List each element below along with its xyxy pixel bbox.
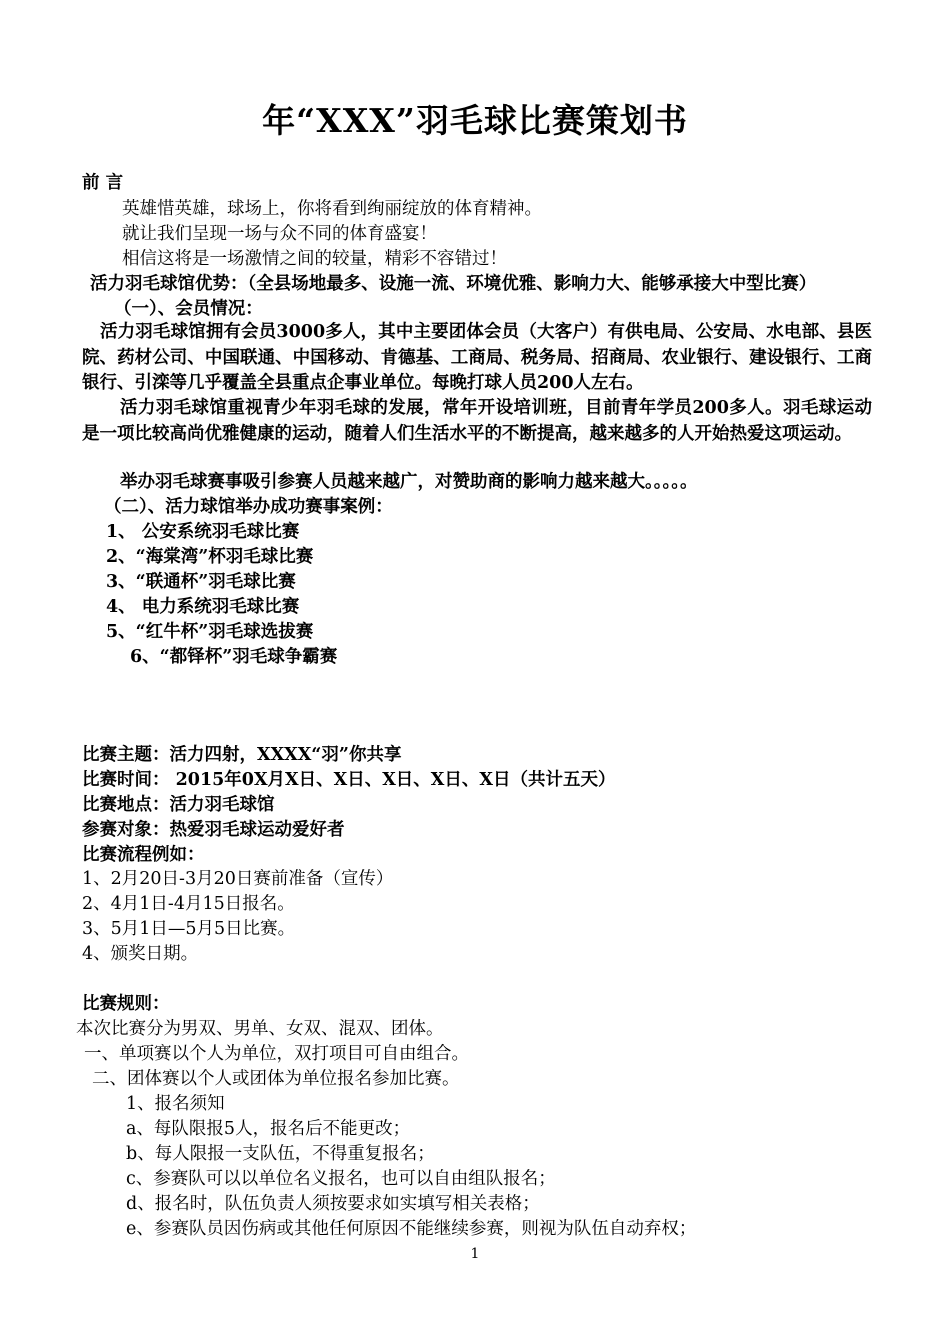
registration-item: c、参赛队可以以单位名义报名，也可以自由组队报名； xyxy=(126,1169,556,1189)
registration-item: a、每队限报5人，报名后不能更改； xyxy=(126,1119,411,1139)
process-item: 4、颁奖日期。 xyxy=(82,944,199,964)
info-theme: 比赛主题：活力四射，XXXX“羽”你共享 xyxy=(82,745,402,765)
preface-line: 相信这将是一场激情之间的较量，精彩不容错过！ xyxy=(122,249,507,269)
rules-heading: 比赛规则： xyxy=(82,994,170,1014)
document-title: 年“XXX”羽毛球比赛策划书 xyxy=(262,101,688,140)
advantages-line: 活力羽毛球馆优势：（全县场地最多、设施一流、环境优雅、影响力大、能够承接大中型比赛） xyxy=(90,274,817,294)
case-item: 5、“红牛杯”羽毛球选拔赛 xyxy=(106,622,314,642)
registration-item: e、参赛队员因伤病或其他任何原因不能继续参赛，则视为队伍自动弃权； xyxy=(126,1219,697,1239)
process-item: 2、4月1日-4月15日报名。 xyxy=(82,894,295,914)
case-item: 1、 公安系统羽毛球比赛 xyxy=(106,522,300,542)
info-time: 比赛时间： 2015年0X月X日、X日、X日、X日、X日（共计五天） xyxy=(82,770,616,790)
case-item: 3、“联通杯”羽毛球比赛 xyxy=(106,572,296,592)
case-item: 6、“都铎杯”羽毛球争霸赛 xyxy=(130,647,338,667)
registration-heading: 1、报名须知 xyxy=(126,1094,225,1114)
case-item: 2、“海棠湾”杯羽毛球比赛 xyxy=(106,547,314,567)
process-item: 1、2月20日-3月20日赛前准备（宣传） xyxy=(82,869,394,889)
rules-single: 一、单项赛以个人为单位，双打项目可自由组合。 xyxy=(84,1044,469,1064)
cases-heading: （二）、活力球馆举办成功赛事案例： xyxy=(104,497,393,517)
members-heading: （一）、会员情况： xyxy=(114,299,263,319)
process-item: 3、5月1日—5月5日比赛。 xyxy=(82,919,296,939)
registration-item: b、每人限报一支队伍，不得重复报名； xyxy=(126,1144,435,1164)
info-participants: 参赛对象：热爱羽毛球运动爱好者 xyxy=(82,820,345,840)
info-venue: 比赛地点：活力羽毛球馆 xyxy=(82,795,275,815)
sponsor-line: 举办羽毛球赛事吸引参赛人员越来越广，对赞助商的影响力越来越大。。。。。 xyxy=(120,472,698,492)
preface-heading: 前 言 xyxy=(82,173,124,193)
page-number: 1 xyxy=(470,1246,480,1262)
registration-item: d、报名时，队伍负责人须按要求如实填写相关表格； xyxy=(126,1194,540,1214)
case-item: 4、 电力系统羽毛球比赛 xyxy=(106,597,300,617)
members-paragraph: 活力羽毛球馆拥有会员3000多人，其中主要团体会员（大客户）有供电局、公安局、水电部、县医院、药材公司、中国联通、中国移动、肯德基、工商局、税务局、招商局、农业银行、建设银行、工商银行、引滦等几乎覆盖全县重点企事业单位。每晚打球人员200人左右。 xyxy=(82,322,872,393)
preface-line: 英雄惜英雄，球场上，你将看到绚丽绽放的体育精神。 xyxy=(122,199,542,219)
rules-intro: 本次比赛分为男双、男单、女双、混双、团体。 xyxy=(76,1019,444,1039)
preface-line: 就让我们呈现一场与众不同的体育盛宴！ xyxy=(122,224,437,244)
youth-paragraph: 活力羽毛球馆重视青少年羽毛球的发展，常年开设培训班，目前青年学员200多人。羽毛球运动是一项比较高尚优雅健康的运动，随着人们生活水平的不断提高，越来越多的人开始热爱这项运动。 xyxy=(82,398,872,444)
rules-team: 二、团体赛以个人或团体为单位报名参加比赛。 xyxy=(92,1069,460,1089)
process-heading: 比赛流程例如： xyxy=(82,845,205,865)
